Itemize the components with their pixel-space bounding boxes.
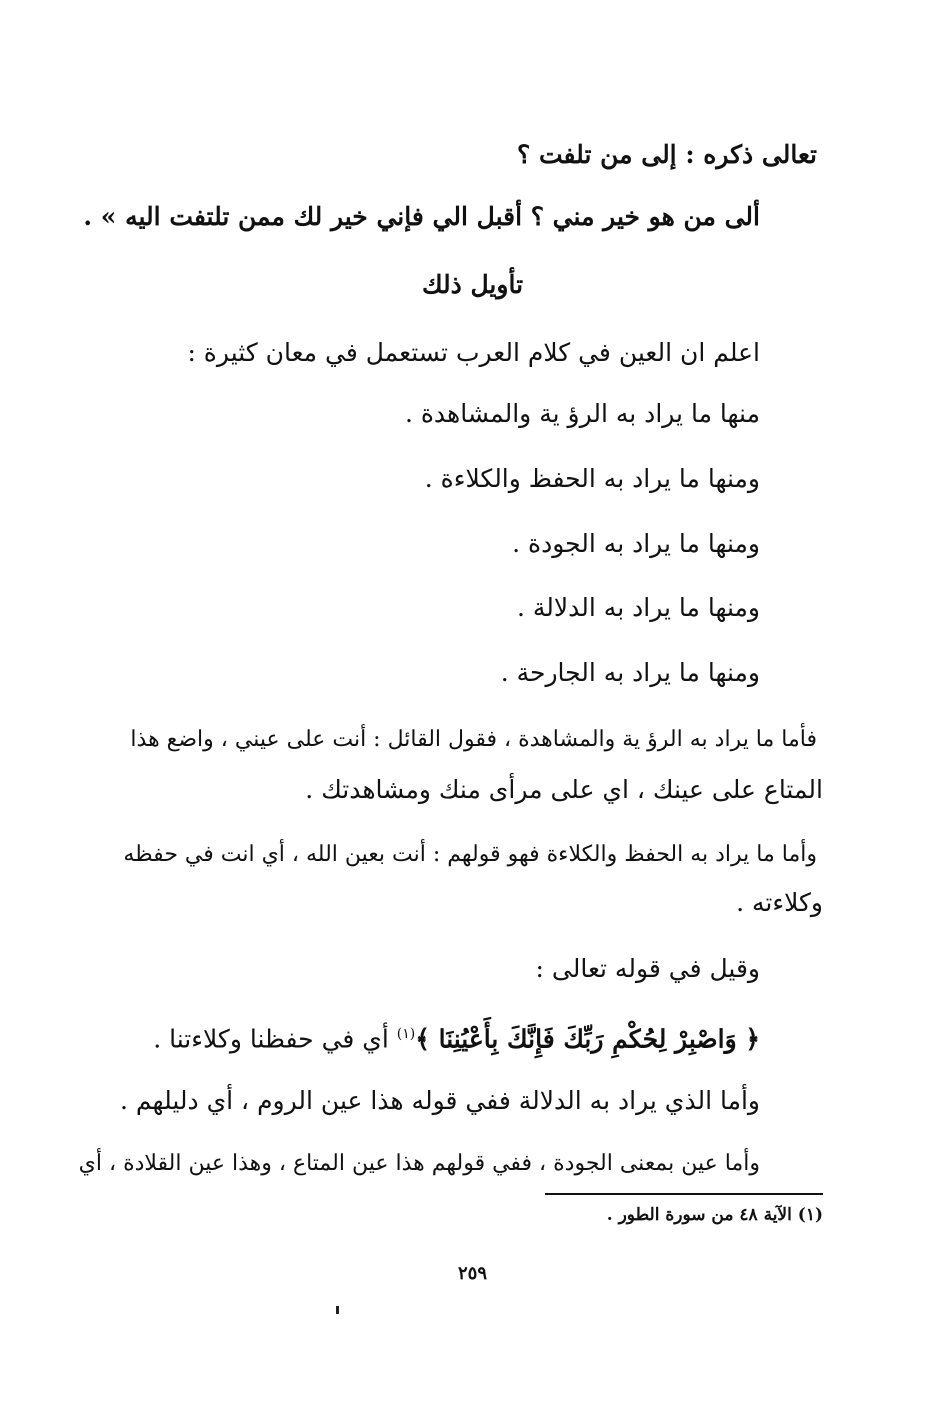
text-line-6: ومنها ما يراد به الحفظ والكلاءة . bbox=[424, 464, 760, 493]
text-line-8: ومنها ما يراد به الدلالة . bbox=[517, 593, 760, 622]
text-line-4: اعلم ان العين في كلام العرب تستعمل في معان كثيرة : bbox=[187, 338, 760, 367]
text-line-17: وأما عين بمعنى الجودة ، ففي قولهم هذا عين المتاع ، وهذا عين القلادة ، أي bbox=[78, 1151, 760, 1176]
stray-ink-mark bbox=[336, 1306, 339, 1314]
quran-verse: ﴿ وَاصْبِرْ لِحُكْمِ رَبِّكَ فَإِنَّكَ بِأَعْيُنِنَا ﴾ bbox=[415, 1024, 760, 1054]
text-line-12: وأما ما يراد به الحفظ والكلاءة فهو قولهم : أنت بعين الله ، أي انت في حفظه bbox=[123, 842, 817, 867]
text-line-13: وكلاءته . bbox=[736, 888, 823, 917]
text-line-1: تعالى ذكره : إلى من تلفت ؟ bbox=[517, 140, 817, 169]
text-line-7: ومنها ما يراد به الجودة . bbox=[512, 529, 760, 558]
text-line-16: وأما الذي يراد به الدلالة ففي قوله هذا عين الروم ، أي دليلهم . bbox=[120, 1086, 760, 1115]
text-line-2: ألى من هو خير مني ؟ أقبل الي فإني خير لك ممن تلتفت اليه » . bbox=[83, 202, 760, 231]
quran-verse-line bbox=[153, 1017, 760, 1056]
text-line-9: ومنها ما يراد به الجارحة . bbox=[500, 658, 760, 687]
text-line-14: وقيل في قوله تعالى : bbox=[535, 954, 760, 983]
footnote: (١) الآية ٤٨ من سورة الطور . bbox=[606, 1205, 823, 1225]
footnote-divider bbox=[545, 1193, 823, 1195]
text-line-5: منها ما يراد به الرؤ ية والمشاهدة . bbox=[404, 399, 760, 428]
section-heading: تأويل ذلك bbox=[421, 270, 524, 299]
page-number: ٢٥٩ bbox=[457, 1263, 487, 1284]
footnote-reference: (١) bbox=[396, 1026, 416, 1042]
verse-continuation: أي في حفظنا وكلاءتنا . bbox=[153, 1024, 389, 1054]
text-line-11: المتاع على عينك ، اي على مرأى منك ومشاهدتك . bbox=[305, 775, 823, 804]
text-line-10: فأما ما يراد به الرؤ ية والمشاهدة ، فقول القائل : أنت على عيني ، واضع هذا bbox=[130, 727, 817, 752]
